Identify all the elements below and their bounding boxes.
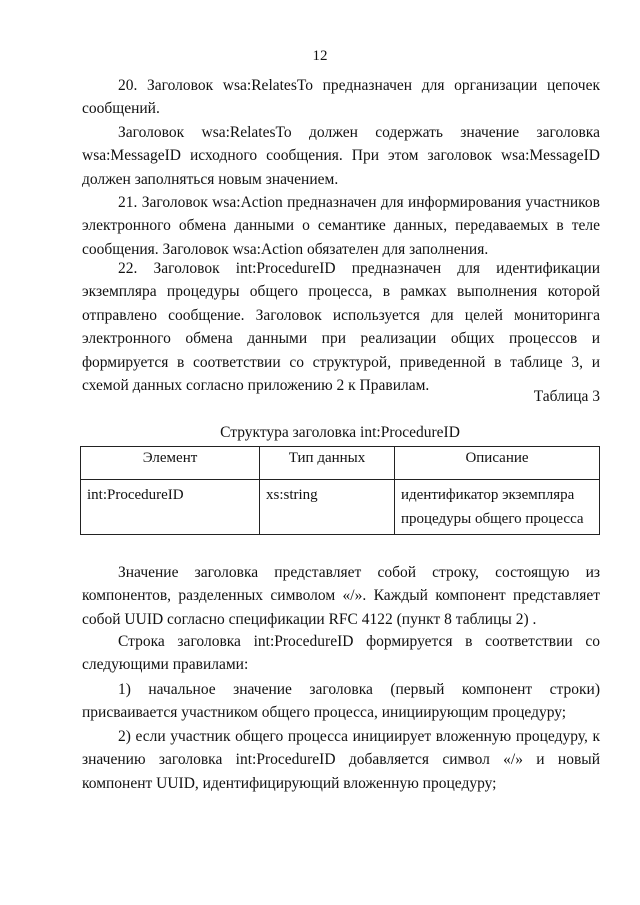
header-description: Описание bbox=[395, 447, 600, 480]
header-data-type: Тип данных bbox=[260, 447, 395, 480]
cell-data-type: xs:string bbox=[260, 480, 395, 535]
header-element: Элемент bbox=[81, 447, 260, 480]
cell-description: идентификатор экземпляра процедуры общего процесса bbox=[395, 480, 600, 535]
table-header-row bbox=[81, 447, 600, 480]
page-number: 12 bbox=[312, 48, 328, 64]
paragraph-value-description: Значение заголовка представляет собой строку, состоящую из компонентов, разделенных символом «/». Каждый компонент представляет собой UUID согласно спецификации RFC 4122 (пункт 8 таблицы 2) . bbox=[82, 563, 600, 628]
paragraph-20: 20. Заголовок wsa:RelatesTo предназначен для организации цепочек сообщений. bbox=[82, 76, 600, 117]
table-title: Структура заголовка int:ProcedureID bbox=[220, 424, 460, 441]
cell-element: int:ProcedureID bbox=[81, 480, 260, 535]
paragraph-rules-intro: Строка заголовка int:ProcedureID формируется в соответствии со следующими правилами: bbox=[82, 632, 600, 673]
table-row bbox=[81, 480, 600, 535]
paragraph-rule-1: 1) начальное значение заголовка (первый компонент строки) присваивается участником общего процесса, инициирующим процедуру; bbox=[82, 680, 600, 721]
paragraph-rule-2: 2) если участник общего процесса инициирует вложенную процедуру, к значению заголовка int:ProcedureID добавляется символ «/» и новый компонент UUID, идентифицирующий вложенную процедуру; bbox=[82, 727, 600, 792]
paragraph-21: 21. Заголовок wsa:Action предназначен для информирования участников электронного обмена данными о семантике данных, передаваемых в теле сообщения. Заголовок wsa:Action обязателен для заполнения. bbox=[82, 193, 600, 258]
paragraph-relatesto-value: Заголовок wsa:RelatesTo должен содержать значение заголовка wsa:MessageID исходного сообщения. При этом заголовок wsa:MessageID должен заполняться новым значением. bbox=[82, 123, 600, 188]
table-label: Таблица 3 bbox=[533, 388, 600, 405]
paragraph-22: 22. Заголовок int:ProcedureID предназначен для идентификации экземпляра процедуры общего процесса, в рамках выполнения которой отправлено сообщение. Заголовок используется для целей мониторинга электронного обмена данными при реализации общих процессов и формируется в соответствии со структурой, приведенной в таблице 3, и схемой данных согласно приложению 2 к Правилам. bbox=[82, 259, 600, 394]
structure-table bbox=[80, 446, 600, 535]
